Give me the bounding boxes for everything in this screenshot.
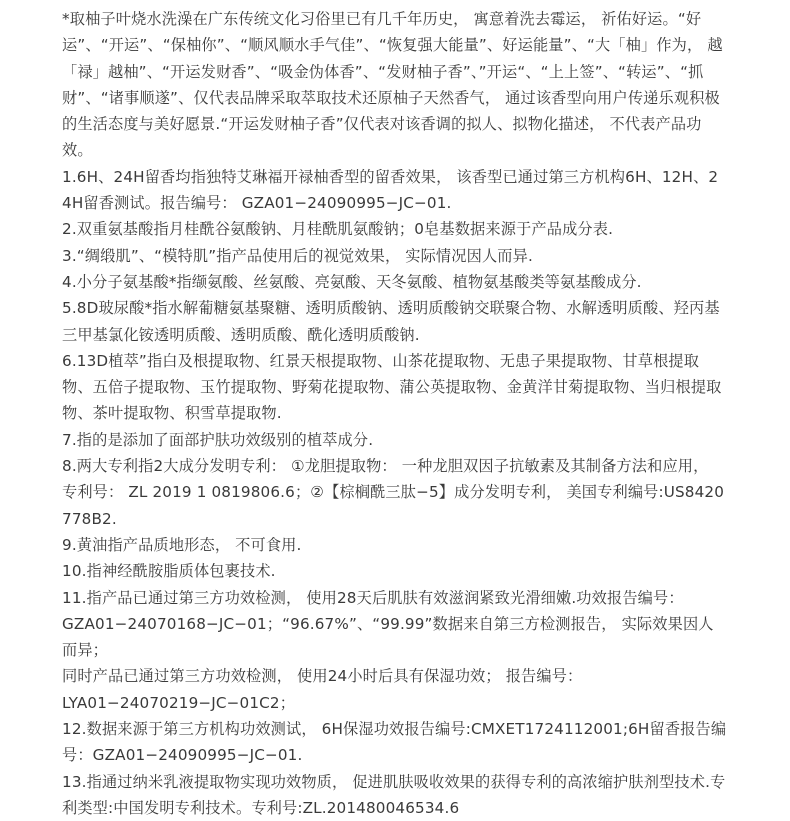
intro-paragraph: *取柚子叶烧水洗澡在广东传统文化习俗里已有几千年历史， 寓意着洗去霉运， 祈佑好运。“好运”、“开运”、“保柚你”、“顺风顺水手气佳”、“恢复强大能量”、好运能量”、“大「柚」作为， 越「禄」越柚”、“开运发财香”、“吸金伪体香”、“发财柚子香”、”开运“、“上上签”、“转运”、“抓财”、“诸事顺遂”、仅代表品牌采取萃取技术还原柚子天然香气， 通过该香型向用户传递乐观积极的生活态度与美好愿景.“开运发财柚子香”仅代表对该香调的拟人、拟物化描述， 不代表产品功效。 bbox=[62, 10, 723, 160]
note-11: 11.指产品已通过第三方功效检测， 使用28天后肌肤有效滋润紧致光滑细嫩.功效报告编号： GZA01−24070168−JC−01；“96.67%”、“99.99”数据来自第三方检测报告， 实际效果因人而异； 同时产品已通过第三方功效检测， 使用24小时后具有保湿功效； 报告编号： LYA01−24070219−JC−01C2； bbox=[62, 588, 714, 712]
note-9: 9.黄油指产品质地形态， 不可食用. bbox=[62, 535, 302, 554]
note-2: 2.双重氨基酸指月桂酰谷氨酸钠、月桂酰肌氨酸钠；0皂基数据来源于产品成分表. bbox=[62, 220, 614, 239]
note-7: 7.指的是添加了面部护肤功效级别的植萃成分. bbox=[62, 430, 374, 449]
note-13: 13.指通过纳米乳液提取物实现功效物质， 促进肌肤吸收效果的获得专利的高浓缩护肤剂型技术.专利类型:中国发明专利技术。专利号:ZL.201480046534.6 bbox=[62, 772, 726, 817]
note-4: 4.小分子氨基酸*指缬氨酸、丝氨酸、亮氨酸、天冬氨酸、植物氨基酸类等氨基酸成分. bbox=[62, 272, 642, 291]
note-6: 6.13D植萃”指白及根提取物、红景天根提取物、山茶花提取物、无患子果提取物、甘草根提取物、五倍子提取物、玉竹提取物、野菊花提取物、蒲公英提取物、金黄洋甘菊提取物、当归根提取物、茶叶提取物、积雪草提取物. bbox=[62, 351, 722, 423]
note-5: 5.8D玻尿酸*指水解葡糖氨基聚糖、透明质酸钠、透明质酸钠交联聚合物、水解透明质酸、羟丙基三甲基氯化铵透明质酸、透明质酸、酰化透明质酸钠. bbox=[62, 299, 720, 344]
note-3: 3.“绸缎肌”、“模特肌”指产品使用后的视觉效果， 实际情况因人而异. bbox=[62, 246, 533, 265]
note-1: 1.6H、24H留香均指独特艾琳福开禄柚香型的留香效果， 该香型已通过第三方机构6H、12H、24H留香测试。报告编号： GZA01−24090995−JC−01. bbox=[62, 167, 719, 213]
note-12: 12.数据来源于第三方机构功效测试， 6H保湿功效报告编号:CMXET1724112001;6H留香报告编号：GZA01−24090995−JC−01. bbox=[62, 720, 727, 765]
note-8: 8.两大专利指2大成分发明专利： ①龙胆提取物： 一种龙胆双因子抗敏素及其制备方法和应用， 专利号： ZL 2019 1 0819806.6；②【棕榈酰三肽−5】成分发明专利， 美国专利编号:US8420778B2. bbox=[62, 457, 725, 528]
note-10: 10.指神经酰胺脂质体包裹技术. bbox=[62, 562, 276, 581]
